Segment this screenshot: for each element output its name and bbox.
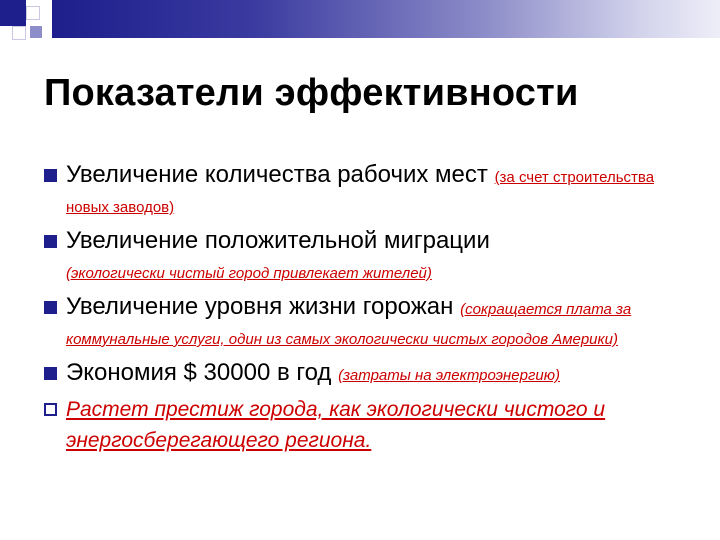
decor-square-lavender <box>30 26 42 38</box>
square-bullet-icon <box>44 169 57 182</box>
hollow-square-bullet-icon <box>44 403 57 416</box>
bullet-highlight-link[interactable]: Растет престиж города, как экологически чистого и энергосберегающего региона. <box>66 398 606 452</box>
bullet-text: Экономия $ 30000 в год <box>66 359 332 386</box>
bullet-text: Увеличение положительной миграции <box>66 227 490 254</box>
bullet-note-link[interactable]: (экологически чистый город привлекает жителей) <box>66 265 432 282</box>
header-gradient-bar <box>52 0 720 38</box>
square-bullet-icon <box>44 235 57 248</box>
square-bullet-icon <box>44 367 57 380</box>
square-bullet-icon <box>44 301 57 314</box>
bullet-text: Увеличение количества рабочих мест <box>66 161 488 188</box>
bullet-item <box>44 226 684 286</box>
decor-square-navy <box>0 0 26 26</box>
decor-square-outline-lower <box>12 26 26 40</box>
bullet-text: Увеличение уровня жизни горожан <box>66 293 454 320</box>
bullet-item <box>44 292 684 352</box>
bullet-note-link[interactable]: (сокращается плата за коммунальные услуги, один из самых экологически чистых городов Америки) <box>66 301 632 348</box>
bullet-list <box>44 160 684 462</box>
bullet-item <box>44 160 684 220</box>
decor-square-outline <box>26 6 40 20</box>
slide-title: Показатели эффективности <box>44 72 579 114</box>
bullet-item <box>44 394 684 456</box>
bullet-note-link[interactable]: (затраты на электроэнергию) <box>338 367 560 384</box>
bullet-item <box>44 358 684 388</box>
bullet-note-link[interactable]: (за счет строительства новых заводов) <box>66 169 655 216</box>
